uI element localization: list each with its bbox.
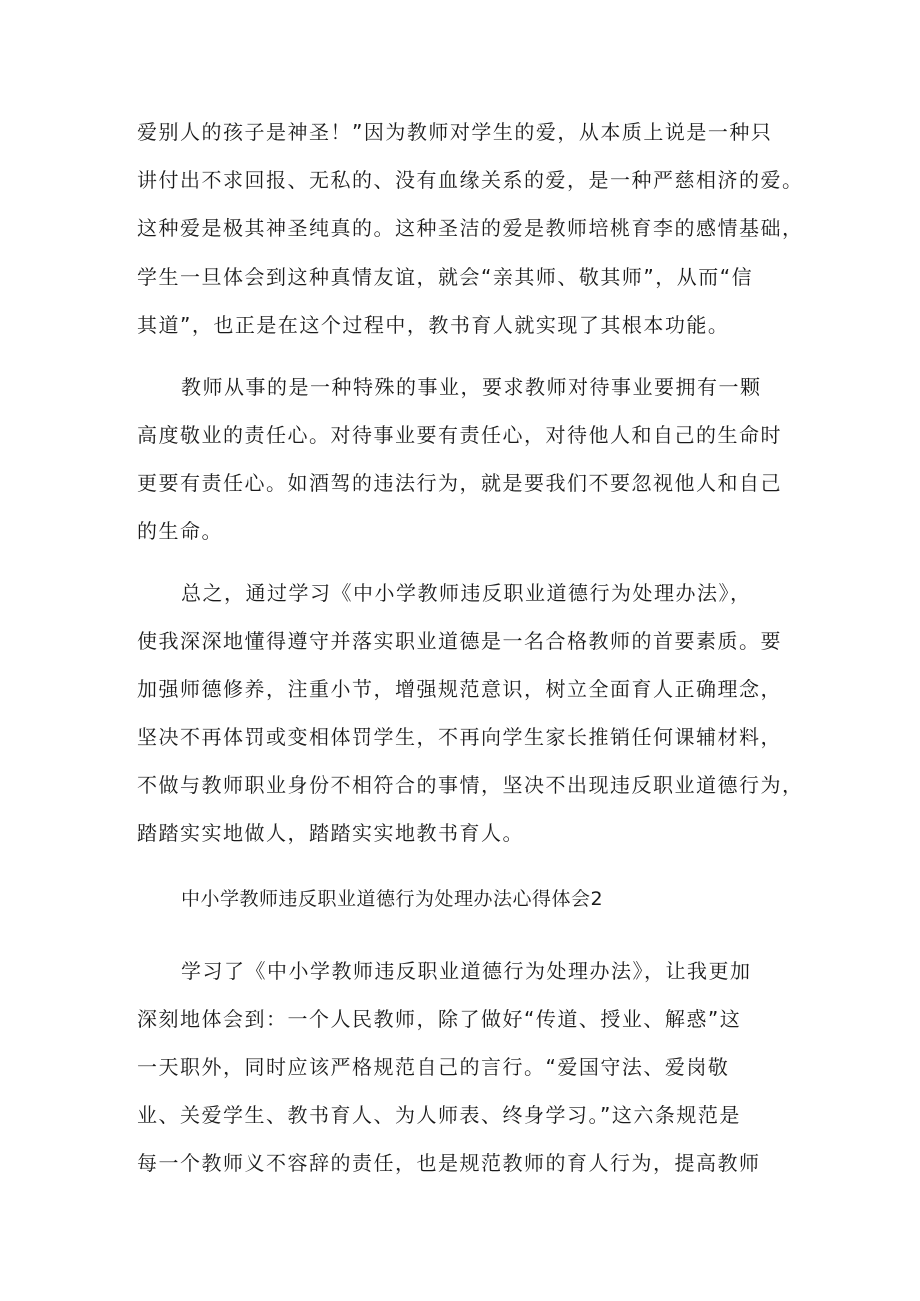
text-line: 的生命。	[137, 519, 223, 543]
text-line: 深刻地体会到：一个人民教师，除了做好“传道、授业、解惑”这	[137, 1007, 742, 1031]
text-line: 教师从事的是一种特殊的事业，要求教师对待事业要拥有一颗	[181, 375, 762, 399]
section-heading: 中小学教师违反职业道德行为处理办法心得体会2	[181, 888, 604, 910]
text-line: 业、关爱学生、教书育人、为人师表、终身学习。”这六条规范是	[137, 1103, 741, 1127]
text-line: 坚决不再体罚或变相体罚学生，不再向学生家长推销任何课辅材料，	[137, 725, 782, 749]
text-line: 高度敬业的责任心。对待事业要有责任心，对待他人和自己的生命时	[137, 423, 782, 447]
text-line: 使我深深地懂得遵守并落实职业道德是一名合格教师的首要素质。要	[137, 629, 782, 653]
text-line: 总之，通过学习《中小学教师违反职业道德行为处理办法》，	[181, 581, 752, 605]
text-line: 爱别人的孩子是神圣！”因为教师对学生的爱，从本质上说是一种只	[137, 120, 773, 144]
text-line: 一天职外，同时应该严格规范自己的言行。“爱国守法、爱岗敬	[137, 1055, 730, 1079]
text-line: 学生一旦体会到这种真情友谊，就会“亲其师、敬其师”，从而“信	[137, 265, 754, 289]
text-line: 更要有责任心。如酒驾的违法行为，就是要我们不要忽视他人和自己	[137, 471, 782, 495]
text-line: 每一个教师义不容辞的责任，也是规范教师的育人行为，提高教师	[137, 1151, 761, 1175]
text-line: 学习了《中小学教师违反职业道德行为处理办法》，让我更加	[181, 959, 752, 983]
text-line: 其道”，也正是在这个过程中，教书育人就实现了其根本功能。	[137, 313, 730, 337]
text-line: 讲付出不求回报、无私的、没有血缘关系的爱，是一种严慈相济的爱。	[137, 168, 804, 192]
text-line: 不做与教师职业身份不相符合的事情，坚决不出现违反职业道德行为，	[137, 773, 804, 797]
text-line: 踏踏实实地做人，踏踏实实地教书育人。	[137, 821, 524, 845]
text-line: 加强师德修养，注重小节，增强规范意识，树立全面育人正确理念，	[137, 677, 782, 701]
text-line: 这种爱是极其神圣纯真的。这种圣洁的爱是教师培桃育李的感情基础，	[137, 216, 804, 240]
